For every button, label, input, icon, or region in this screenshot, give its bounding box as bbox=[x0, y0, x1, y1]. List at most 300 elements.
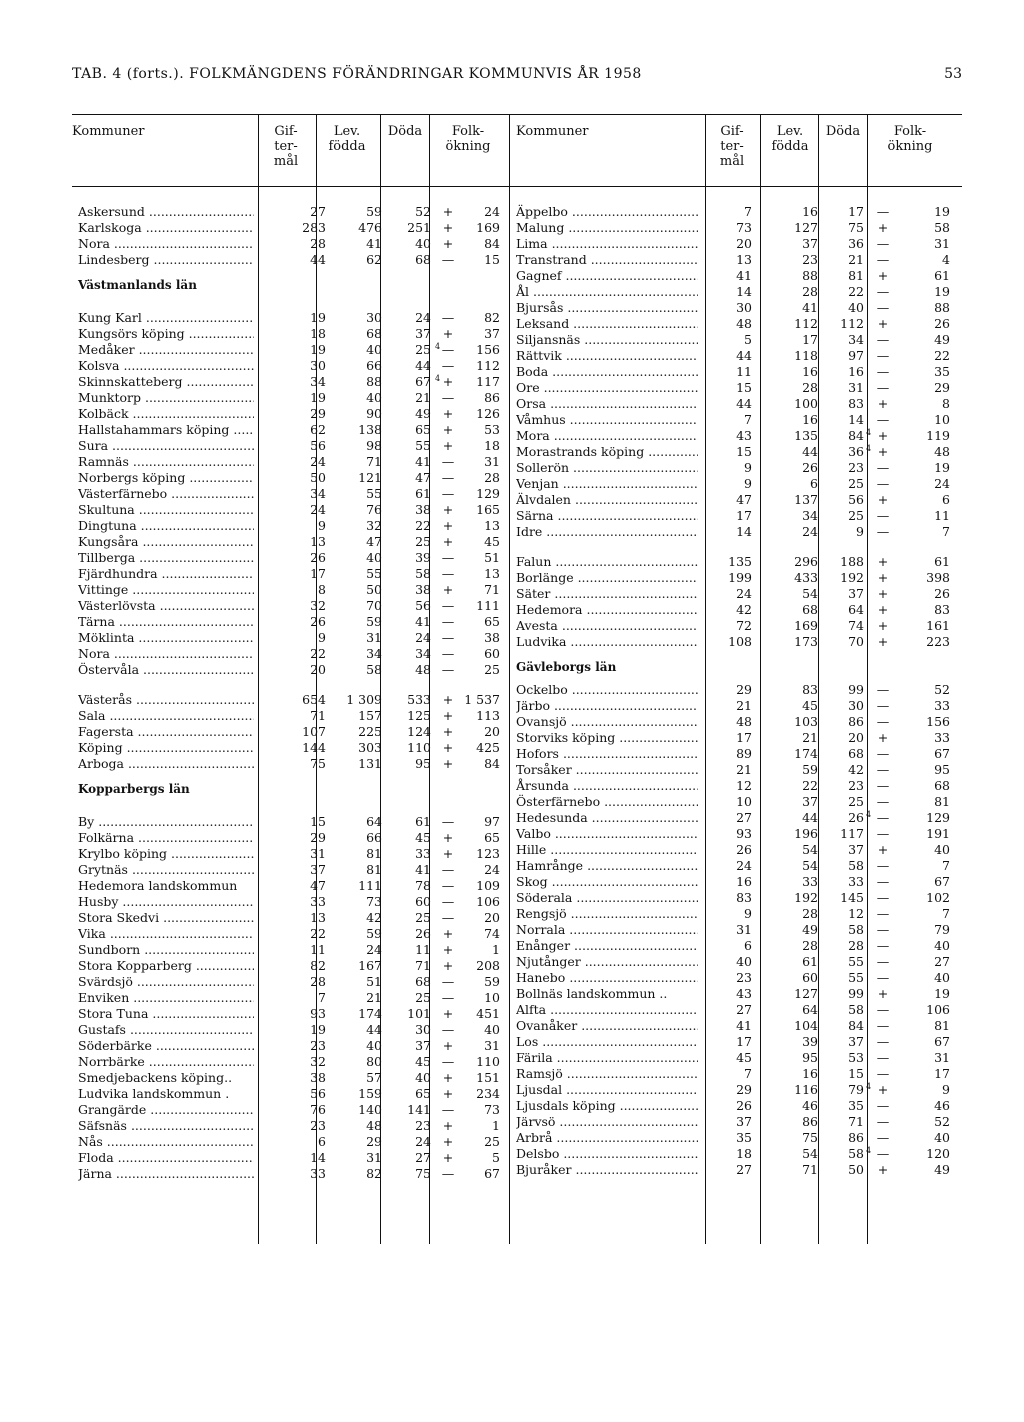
sign-cell: + bbox=[877, 1082, 889, 1098]
kommun-name: Hedemora ..... bbox=[516, 602, 698, 618]
doda-cell: 24 bbox=[415, 309, 431, 325]
kommun-name: Gustafs ..... bbox=[78, 1022, 254, 1038]
doda-cell: 34 bbox=[848, 332, 864, 347]
sign-cell: + bbox=[442, 756, 454, 771]
sign-cell: — bbox=[876, 922, 890, 938]
folkokning-cell: 79 bbox=[934, 922, 950, 938]
kommun-name: Sala ..... bbox=[78, 708, 254, 724]
sign-cell: — bbox=[441, 341, 455, 357]
kommun-name: Säter ..... bbox=[516, 586, 698, 602]
levfodda-cell: 64 bbox=[802, 1002, 818, 1018]
giftermal-cell: 44 bbox=[310, 252, 326, 267]
kommun-name: Ore ..... bbox=[516, 380, 698, 396]
kommun-name: Rättvik ..... bbox=[516, 348, 698, 364]
giftermal-cell: 33 bbox=[310, 893, 326, 909]
giftermal-cell: 44 bbox=[736, 348, 752, 363]
kommun-name: Malung ..... bbox=[516, 220, 698, 236]
sign-cell: + bbox=[877, 428, 889, 443]
doda-cell: 125 bbox=[407, 708, 431, 723]
sign-cell: + bbox=[442, 421, 454, 437]
doda-cell: 74 bbox=[848, 618, 864, 634]
levfodda-cell: 30 bbox=[366, 309, 382, 325]
kommun-name: Tillberga ..... bbox=[78, 550, 254, 566]
folkokning-cell: 33 bbox=[934, 698, 950, 714]
doda-cell: 11 bbox=[415, 941, 431, 957]
doda-cell: 25 bbox=[415, 989, 431, 1005]
folkokning-cell: 24 bbox=[934, 476, 950, 491]
table-row bbox=[78, 406, 503, 422]
sign-cell: — bbox=[441, 613, 455, 629]
table-row bbox=[78, 236, 503, 252]
folkokning-cell: 52 bbox=[934, 682, 950, 698]
table-row bbox=[516, 476, 956, 492]
table-row bbox=[78, 220, 503, 236]
levfodda-cell: 476 bbox=[358, 220, 382, 235]
levfodda-cell: 44 bbox=[802, 810, 818, 826]
doda-cell: 21 bbox=[848, 252, 864, 267]
footnote-mark: 4 bbox=[866, 1082, 872, 1092]
folkokning-cell: 11 bbox=[934, 508, 950, 523]
section-heading: Gävleborgs län bbox=[516, 660, 617, 674]
levfodda-cell: 54 bbox=[802, 858, 818, 874]
doda-cell: 55 bbox=[848, 970, 864, 986]
doda-cell: 95 bbox=[415, 756, 431, 771]
table-row bbox=[516, 554, 956, 570]
doda-cell: 37 bbox=[415, 325, 431, 341]
sign-cell: + bbox=[442, 1069, 454, 1085]
folkokning-cell: 8 bbox=[942, 396, 950, 411]
table-row bbox=[78, 454, 503, 470]
kommun-name: Boda ..... bbox=[516, 364, 698, 380]
folkokning-cell: 81 bbox=[934, 794, 950, 810]
giftermal-cell: 47 bbox=[736, 492, 752, 507]
kommun-name: Kung Karl ..... bbox=[78, 310, 254, 326]
folkokning-cell: 31 bbox=[484, 1037, 500, 1053]
giftermal-cell: 19 bbox=[310, 1021, 326, 1037]
table-row bbox=[516, 1050, 956, 1066]
doda-cell: 45 bbox=[415, 829, 431, 845]
kommun-name: Våmhus ..... bbox=[516, 412, 698, 428]
giftermal-cell: 19 bbox=[310, 389, 326, 405]
levfodda-cell: 100 bbox=[794, 396, 818, 411]
kommun-name: Dingtuna ..... bbox=[78, 518, 254, 534]
doda-cell: 55 bbox=[415, 437, 431, 453]
kommun-name: Enånger ..... bbox=[516, 938, 698, 954]
table-row bbox=[516, 444, 956, 460]
table-row bbox=[516, 1002, 956, 1018]
levfodda-cell: 23 bbox=[802, 252, 818, 267]
folkokning-cell: 123 bbox=[476, 845, 500, 861]
giftermal-cell: 45 bbox=[736, 1050, 752, 1066]
table-row bbox=[516, 826, 956, 842]
sign-cell: + bbox=[442, 581, 454, 597]
giftermal-cell: 18 bbox=[736, 1146, 752, 1162]
doda-cell: 25 bbox=[415, 533, 431, 549]
giftermal-cell: 34 bbox=[310, 373, 326, 389]
sign-cell: — bbox=[876, 1018, 890, 1034]
levfodda-cell: 33 bbox=[802, 874, 818, 890]
folkokning-cell: 398 bbox=[926, 570, 950, 586]
table-row bbox=[516, 746, 956, 762]
page-number: 53 bbox=[944, 66, 962, 82]
folkokning-cell: 48 bbox=[934, 444, 950, 459]
levfodda-cell: 54 bbox=[802, 842, 818, 858]
giftermal-cell: 27 bbox=[736, 1002, 752, 1018]
sign-cell: — bbox=[876, 460, 890, 475]
doda-cell: 141 bbox=[407, 1101, 431, 1117]
table-row bbox=[516, 954, 956, 970]
giftermal-cell: 29 bbox=[736, 1082, 752, 1098]
giftermal-cell: 26 bbox=[310, 549, 326, 565]
table-row bbox=[78, 1038, 503, 1054]
sign-cell: — bbox=[876, 970, 890, 986]
giftermal-cell: 14 bbox=[736, 524, 752, 539]
sign-cell: — bbox=[441, 597, 455, 613]
table-row bbox=[516, 858, 956, 874]
table-row bbox=[516, 492, 956, 508]
doda-cell: 25 bbox=[848, 508, 864, 523]
sign-cell: — bbox=[876, 1146, 890, 1162]
table-row bbox=[516, 714, 956, 730]
doda-cell: 20 bbox=[848, 730, 864, 746]
kommun-name: Hofors ..... bbox=[516, 746, 698, 762]
sign-cell: — bbox=[441, 1021, 455, 1037]
kommun-name: Ludvika ..... bbox=[516, 634, 698, 650]
giftermal-cell: 76 bbox=[310, 1101, 326, 1117]
table-row bbox=[516, 268, 956, 284]
levfodda-cell: 75 bbox=[802, 1130, 818, 1146]
sign-cell: — bbox=[876, 204, 890, 219]
folkokning-cell: 13 bbox=[484, 517, 500, 533]
kommun-name: Mora ..... bbox=[516, 428, 698, 444]
giftermal-cell: 654 bbox=[302, 692, 326, 707]
levfodda-cell: 31 bbox=[366, 1149, 382, 1165]
table-row bbox=[516, 300, 956, 316]
folkokning-cell: 24 bbox=[484, 204, 500, 219]
folkokning-cell: 25 bbox=[484, 1133, 500, 1149]
doda-cell: 12 bbox=[848, 906, 864, 922]
table-row bbox=[516, 938, 956, 954]
levfodda-cell: 51 bbox=[366, 973, 382, 989]
giftermal-cell: 30 bbox=[310, 357, 326, 373]
section-heading: Kopparbergs län bbox=[78, 781, 190, 796]
doda-cell: 67 bbox=[415, 373, 431, 389]
doda-cell: 31 bbox=[848, 380, 864, 395]
giftermal-cell: 8 bbox=[318, 581, 326, 597]
kommun-name: Skinnskatteberg ..... bbox=[78, 374, 254, 390]
sign-cell: — bbox=[441, 989, 455, 1005]
levfodda-cell: 34 bbox=[802, 508, 818, 523]
doda-cell: 41 bbox=[415, 453, 431, 469]
sign-cell: — bbox=[876, 762, 890, 778]
sign-cell: — bbox=[876, 810, 890, 826]
footnote-mark: 4 bbox=[866, 444, 872, 453]
table-row bbox=[78, 630, 503, 646]
sign-cell: — bbox=[441, 1101, 455, 1117]
doda-cell: 33 bbox=[848, 874, 864, 890]
table-row bbox=[78, 878, 503, 894]
table-row bbox=[516, 698, 956, 714]
folkokning-cell: 65 bbox=[484, 829, 500, 845]
sign-cell: — bbox=[876, 1002, 890, 1018]
levfodda-cell: 137 bbox=[794, 492, 818, 507]
kommun-name: Svärdsjö ..... bbox=[78, 974, 254, 990]
giftermal-cell: 9 bbox=[744, 476, 752, 491]
doda-cell: 14 bbox=[848, 412, 864, 427]
kommun-name: Floda ..... bbox=[78, 1150, 254, 1166]
doda-cell: 42 bbox=[848, 762, 864, 778]
kommun-name: Hamrånge ..... bbox=[516, 858, 698, 874]
folkokning-cell: 60 bbox=[484, 645, 500, 661]
giftermal-cell: 73 bbox=[736, 220, 752, 235]
levfodda-cell: 60 bbox=[802, 970, 818, 986]
table-row bbox=[516, 380, 956, 396]
table-row bbox=[78, 1118, 503, 1134]
folkokning-cell: 223 bbox=[926, 634, 950, 650]
doda-cell: 16 bbox=[848, 364, 864, 379]
levfodda-cell: 116 bbox=[794, 1082, 818, 1098]
levfodda-cell: 88 bbox=[366, 373, 382, 389]
sign-cell: + bbox=[442, 220, 454, 235]
levfodda-cell: 40 bbox=[366, 389, 382, 405]
kommun-name: Hedesunda ..... bbox=[516, 810, 698, 826]
col-giftermal-right: Gif- ter- mål bbox=[719, 124, 745, 169]
kommun-name: Grytnäs ..... bbox=[78, 862, 254, 878]
doda-cell: 55 bbox=[848, 954, 864, 970]
giftermal-cell: 28 bbox=[310, 973, 326, 989]
sign-cell: — bbox=[876, 874, 890, 890]
giftermal-cell: 18 bbox=[310, 325, 326, 341]
left-table-body bbox=[78, 204, 503, 1244]
doda-cell: 251 bbox=[407, 220, 431, 235]
table-row bbox=[78, 502, 503, 518]
levfodda-cell: 59 bbox=[366, 204, 382, 219]
table-row bbox=[516, 1018, 956, 1034]
kommun-name: Köping ..... bbox=[78, 740, 254, 756]
giftermal-cell: 14 bbox=[310, 1149, 326, 1165]
levfodda-cell: 59 bbox=[802, 762, 818, 778]
folkokning-cell: 49 bbox=[934, 332, 950, 347]
giftermal-cell: 50 bbox=[310, 469, 326, 485]
doda-cell: 25 bbox=[415, 341, 431, 357]
levfodda-cell: 37 bbox=[802, 794, 818, 810]
table-row bbox=[516, 922, 956, 938]
levfodda-cell: 127 bbox=[794, 986, 818, 1002]
giftermal-cell: 7 bbox=[744, 412, 752, 427]
levfodda-cell: 62 bbox=[366, 252, 382, 267]
sign-cell: — bbox=[441, 1053, 455, 1069]
doda-cell: 192 bbox=[840, 570, 864, 586]
giftermal-cell: 6 bbox=[744, 938, 752, 954]
table-row bbox=[78, 390, 503, 406]
doda-cell: 61 bbox=[415, 485, 431, 501]
kommun-name: Venjan ..... bbox=[516, 476, 698, 492]
giftermal-cell: 32 bbox=[310, 597, 326, 613]
doda-cell: 79 bbox=[848, 1082, 864, 1098]
table-row bbox=[78, 974, 503, 990]
sign-cell: + bbox=[442, 708, 454, 723]
sign-cell: + bbox=[877, 396, 889, 411]
levfodda-cell: 135 bbox=[794, 428, 818, 443]
levfodda-cell: 140 bbox=[358, 1101, 382, 1117]
kommun-name: Siljansnäs ..... bbox=[516, 332, 698, 348]
kommun-name: Enviken ..... bbox=[78, 990, 254, 1006]
kommun-name: Kolsva ..... bbox=[78, 358, 254, 374]
giftermal-cell: 26 bbox=[310, 613, 326, 629]
kommun-name: Tärna ..... bbox=[78, 614, 254, 630]
doda-cell: 40 bbox=[848, 300, 864, 315]
kommun-name: Ockelbo ..... bbox=[516, 682, 698, 698]
giftermal-cell: 108 bbox=[728, 634, 752, 650]
folkokning-cell: 82 bbox=[484, 309, 500, 325]
giftermal-cell: 93 bbox=[310, 1005, 326, 1021]
kommun-name: Hille ..... bbox=[516, 842, 698, 858]
kommun-name: Nora ..... bbox=[78, 236, 254, 252]
folkokning-cell: 234 bbox=[476, 1085, 500, 1101]
levfodda-cell: 98 bbox=[366, 437, 382, 453]
levfodda-cell: 71 bbox=[802, 1162, 818, 1178]
folkokning-cell: 67 bbox=[934, 746, 950, 762]
giftermal-cell: 38 bbox=[310, 1069, 326, 1085]
sign-cell: — bbox=[876, 1050, 890, 1066]
table-row bbox=[78, 438, 503, 454]
folkokning-cell: 20 bbox=[484, 909, 500, 925]
doda-cell: 22 bbox=[415, 517, 431, 533]
levfodda-cell: 66 bbox=[366, 829, 382, 845]
levfodda-cell: 138 bbox=[358, 421, 382, 437]
folkokning-cell: 74 bbox=[484, 925, 500, 941]
sign-cell: — bbox=[441, 453, 455, 469]
folkokning-cell: 37 bbox=[484, 325, 500, 341]
doda-cell: 49 bbox=[415, 405, 431, 421]
kommun-name: Morastrands köping ..... bbox=[516, 444, 698, 460]
kommun-name: Österfärnebo ..... bbox=[516, 794, 698, 810]
kommun-name: Hanebo ..... bbox=[516, 970, 698, 986]
levfodda-cell: 55 bbox=[366, 485, 382, 501]
giftermal-cell: 31 bbox=[310, 845, 326, 861]
kommun-name: Alfta ..... bbox=[516, 1002, 698, 1018]
sign-cell: — bbox=[441, 973, 455, 989]
folkokning-cell: 67 bbox=[484, 1165, 500, 1181]
kommun-name: Söderala ..... bbox=[516, 890, 698, 906]
sign-cell: + bbox=[442, 204, 454, 219]
giftermal-cell: 27 bbox=[736, 810, 752, 826]
kommun-name: Delsbo ..... bbox=[516, 1146, 698, 1162]
giftermal-cell: 17 bbox=[736, 1034, 752, 1050]
table-row bbox=[516, 906, 956, 922]
kommun-name: Arbrå ..... bbox=[516, 1130, 698, 1146]
giftermal-cell: 9 bbox=[318, 517, 326, 533]
table-row bbox=[78, 486, 503, 502]
kommun-name: Stora Tuna ..... bbox=[78, 1006, 254, 1022]
levfodda-cell: 71 bbox=[366, 453, 382, 469]
giftermal-cell: 9 bbox=[744, 906, 752, 922]
giftermal-cell: 24 bbox=[310, 453, 326, 469]
sign-cell: + bbox=[442, 405, 454, 421]
kommun-name: Bjuråker ..... bbox=[516, 1162, 698, 1178]
doda-cell: 36 bbox=[848, 444, 864, 459]
table-title: TAB. 4 (forts.). FOLKMÄNGDENS FÖRÄNDRINGAR KOMMUNVIS ÅR 1958 bbox=[72, 66, 642, 82]
giftermal-cell: 7 bbox=[744, 204, 752, 219]
giftermal-cell: 17 bbox=[736, 730, 752, 746]
right-table-body bbox=[516, 204, 956, 1244]
doda-cell: 41 bbox=[415, 861, 431, 877]
table-row bbox=[78, 756, 503, 772]
folkokning-cell: 40 bbox=[484, 1021, 500, 1037]
sign-cell: + bbox=[442, 437, 454, 453]
folkokning-cell: 129 bbox=[926, 810, 950, 826]
giftermal-cell: 72 bbox=[736, 618, 752, 634]
levfodda-cell: 104 bbox=[794, 1018, 818, 1034]
col-giftermal-left: Gif- ter- mål bbox=[273, 124, 299, 169]
doda-cell: 15 bbox=[848, 1066, 864, 1082]
sign-cell: + bbox=[877, 220, 889, 235]
levfodda-cell: 76 bbox=[366, 501, 382, 517]
levfodda-cell: 24 bbox=[366, 941, 382, 957]
sign-cell: — bbox=[876, 252, 890, 267]
folkokning-cell: 113 bbox=[476, 708, 500, 723]
levfodda-cell: 90 bbox=[366, 405, 382, 421]
giftermal-cell: 19 bbox=[310, 309, 326, 325]
table-row bbox=[516, 316, 956, 332]
table-row bbox=[78, 598, 503, 614]
kommun-name: Njutånger ..... bbox=[516, 954, 698, 970]
sign-cell: + bbox=[442, 1117, 454, 1133]
sign-cell: — bbox=[876, 524, 890, 539]
doda-cell: 27 bbox=[415, 1149, 431, 1165]
folkokning-cell: 156 bbox=[926, 714, 950, 730]
table-row bbox=[78, 1134, 503, 1150]
table-row bbox=[78, 1054, 503, 1070]
kommun-name: Gagnef ..... bbox=[516, 268, 698, 284]
folkokning-cell: 119 bbox=[926, 428, 950, 443]
doda-cell: 65 bbox=[415, 1085, 431, 1101]
levfodda-cell: 80 bbox=[366, 1053, 382, 1069]
kommun-name: Kungsåra ..... bbox=[78, 534, 254, 550]
giftermal-cell: 5 bbox=[744, 332, 752, 347]
page-header bbox=[72, 66, 962, 86]
kommun-name: Bollnäs landskommun .. bbox=[516, 986, 668, 1002]
giftermal-cell: 24 bbox=[310, 501, 326, 517]
table-row bbox=[78, 358, 503, 374]
kommun-name: Vittinge ..... bbox=[78, 582, 254, 598]
table-row bbox=[78, 534, 503, 550]
folkokning-cell: 68 bbox=[934, 778, 950, 794]
folkokning-cell: 110 bbox=[476, 1053, 500, 1069]
folkokning-cell: 19 bbox=[934, 986, 950, 1002]
doda-cell: 48 bbox=[415, 661, 431, 677]
sign-cell: — bbox=[876, 1066, 890, 1082]
doda-cell: 58 bbox=[848, 1146, 864, 1162]
doda-cell: 37 bbox=[848, 842, 864, 858]
doda-cell: 30 bbox=[848, 698, 864, 714]
folkokning-cell: 31 bbox=[934, 236, 950, 251]
folkokning-cell: 1 537 bbox=[464, 692, 500, 707]
sign-cell: — bbox=[876, 1130, 890, 1146]
table-row bbox=[516, 524, 956, 540]
giftermal-cell: 29 bbox=[736, 682, 752, 698]
folkokning-cell: 165 bbox=[476, 501, 500, 517]
sign-cell: — bbox=[876, 890, 890, 906]
table-row bbox=[78, 662, 503, 678]
col-folkokning-right: Folk- ökning bbox=[887, 124, 933, 154]
folkokning-cell: 7 bbox=[942, 524, 950, 539]
doda-cell: 145 bbox=[840, 890, 864, 906]
kommun-name: Borlänge ..... bbox=[516, 570, 698, 586]
sign-cell: + bbox=[442, 1005, 454, 1021]
folkokning-cell: 17 bbox=[934, 1066, 950, 1082]
giftermal-cell: 15 bbox=[736, 380, 752, 395]
